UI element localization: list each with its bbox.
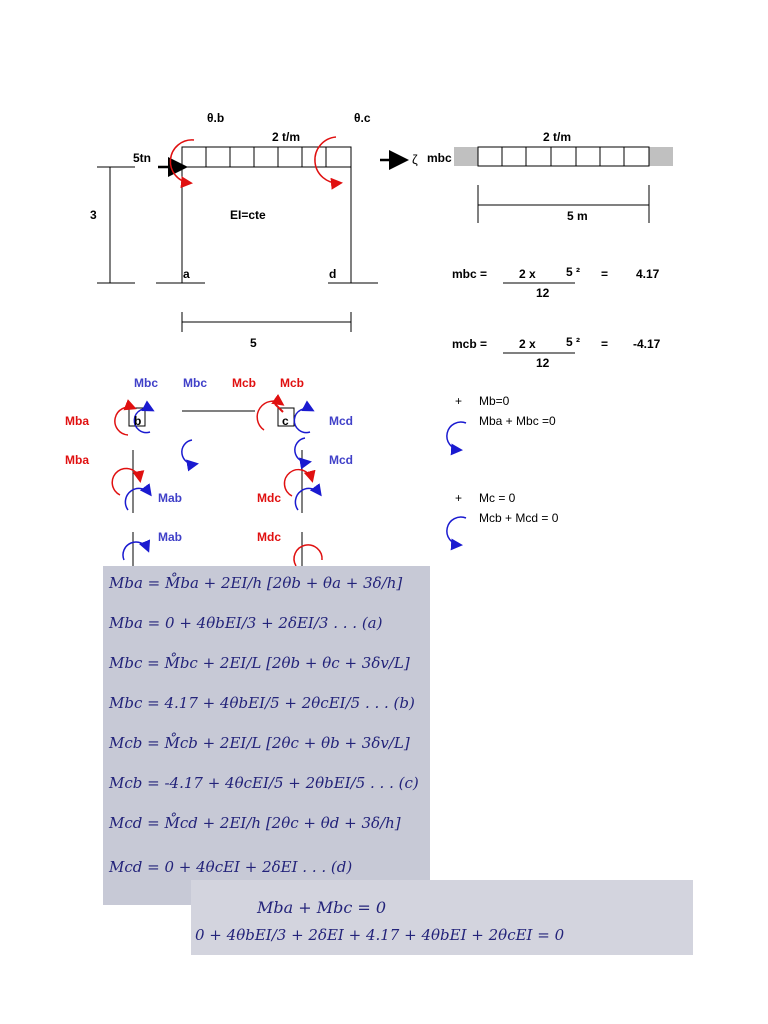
fbd-mcb-label: Mcb bbox=[232, 376, 256, 390]
fbd-mcb-label: Mcb bbox=[280, 376, 304, 390]
handwritten-notes-photo bbox=[103, 566, 430, 905]
free-body-diagrams bbox=[112, 401, 322, 566]
fbd-mbc-label: Mbc bbox=[134, 376, 158, 390]
fbd-mab-label: Mab bbox=[158, 530, 182, 544]
beam-diagram bbox=[454, 147, 673, 223]
fbd-mba-label: Mba bbox=[65, 453, 89, 467]
node-a-label: a bbox=[183, 267, 190, 281]
fbd-mab-label: Mab bbox=[158, 491, 182, 505]
lateral-force-label: 5tn bbox=[133, 151, 151, 165]
fem-mbc-pow: 5 ² bbox=[566, 265, 581, 279]
cw-sign-icon bbox=[447, 422, 466, 450]
fbd-mcd-label: Mcd bbox=[329, 453, 353, 467]
handwritten-equation-photo bbox=[191, 880, 693, 955]
fbd-node-c-label: c bbox=[282, 414, 289, 428]
fem-mcb-result: -4.17 bbox=[633, 337, 661, 351]
handwritten-line: Mbc = M̊bc + 2EI/L [2θb + θc + 3δv/L] bbox=[109, 654, 410, 672]
fem-mbc-result: 4.17 bbox=[636, 267, 660, 281]
fem-mbc-eq: = bbox=[601, 267, 609, 281]
plus-sign: + bbox=[455, 394, 463, 408]
handwritten-line: Mcd = M̊cd + 2EI/h [2θc + θd + 3δ/h] bbox=[109, 814, 401, 832]
fem-mcb-pow: 5 ² bbox=[566, 335, 581, 349]
beam-load-label: 2 t/m bbox=[543, 130, 572, 144]
equilibrium-c-equation: Mcb + Mcd = 0 bbox=[479, 511, 559, 525]
cw-sign-icon bbox=[447, 517, 466, 545]
handwritten-line: Mba + Mbc = 0 bbox=[257, 898, 387, 917]
fem-mcb-eq: = bbox=[601, 337, 609, 351]
plus-sign: + bbox=[455, 491, 463, 505]
fbd-mba-label: Mba bbox=[65, 414, 89, 428]
equilibrium-c-label: Mc = 0 bbox=[479, 491, 516, 505]
frame-structure bbox=[97, 137, 378, 332]
handwritten-line: Mcd = 0 + 4θcEI + 2δEI . . . (d) bbox=[109, 858, 353, 876]
fbd-mdc-label: Mdc bbox=[257, 530, 281, 544]
fem-mcb-den: 12 bbox=[536, 356, 550, 370]
equilibrium-b-label: Mb=0 bbox=[479, 394, 510, 408]
fem-mbc-name: mbc = bbox=[452, 267, 488, 281]
handwritten-line: 0 + 4θbEI/3 + 2δEI + 4.17 + 4θbEI + 2θcEI = 0 bbox=[195, 926, 565, 944]
beam-moment-label: mbc bbox=[427, 151, 452, 165]
fem-mcb-name: mcb = bbox=[452, 337, 488, 351]
zeta-symbol: ζ bbox=[412, 152, 418, 167]
handwritten-line: Mba = 0 + 4θbEI/3 + 2δEI/3 . . . (a) bbox=[109, 614, 383, 632]
beam-length-label: 5 m bbox=[567, 209, 588, 223]
distributed-load-label: 2 t/m bbox=[272, 130, 301, 144]
fbd-node-b-label: b bbox=[134, 414, 142, 428]
frame-height-label: 3 bbox=[90, 208, 97, 222]
fbd-mcd-label: Mcd bbox=[329, 414, 353, 428]
handwritten-line: Mbc = 4.17 + 4θbEI/5 + 2θcEI/5 . . . (b) bbox=[109, 694, 415, 712]
fem-mbc-den: 12 bbox=[536, 286, 550, 300]
fbd-mbc-label: Mbc bbox=[183, 376, 207, 390]
equilibrium-b-equation: Mba + Mbc =0 bbox=[479, 414, 556, 428]
theta-c-label: θ.c bbox=[354, 111, 371, 125]
frame-span-label: 5 bbox=[250, 336, 257, 350]
handwritten-line: Mcb = M̊cb + 2EI/L [2θc + θb + 3δv/L] bbox=[109, 734, 410, 752]
stiffness-label: EI=cte bbox=[230, 208, 266, 222]
theta-b-label: θ.b bbox=[207, 111, 225, 125]
handwritten-line: Mba = M̊ba + 2EI/h [2θb + θa + 3δ/h] bbox=[109, 574, 403, 592]
fem-mcb-num: 2 x bbox=[519, 337, 536, 351]
fbd-mdc-label: Mdc bbox=[257, 491, 281, 505]
handwritten-line: Mcb = -4.17 + 4θcEI/5 + 2θbEI/5 . . . (c) bbox=[109, 774, 419, 792]
fem-mbc-num: 2 x bbox=[519, 267, 536, 281]
node-d-label: d bbox=[329, 267, 337, 281]
